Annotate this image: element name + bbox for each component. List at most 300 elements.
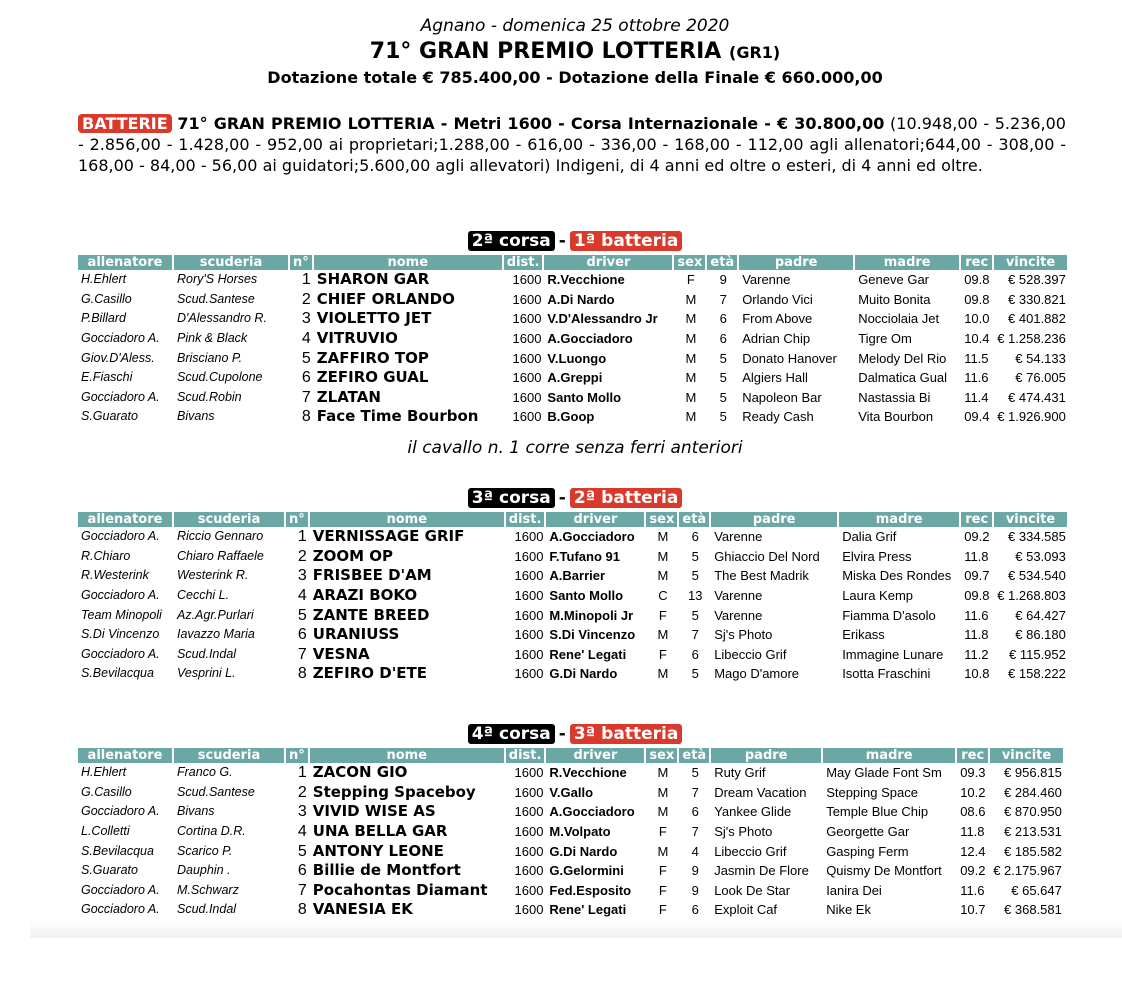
cell-sex: M bbox=[685, 370, 697, 386]
cell-nome: Face Time Bourbon bbox=[316, 407, 479, 426]
cell-nome: ANTONY LEONE bbox=[312, 841, 444, 860]
col-header-nome: nome bbox=[310, 512, 506, 527]
cell-n: 1 bbox=[301, 271, 311, 289]
cell-scuderia: Rory'S Horses bbox=[177, 272, 258, 287]
cell-eta: 5 bbox=[691, 568, 699, 584]
table-row bbox=[78, 841, 1065, 861]
cell-driver: A.Gocciadoro bbox=[549, 529, 635, 545]
cell-sex: M bbox=[657, 843, 669, 859]
race-heading-1: 2ª corsa - 1ª batteria bbox=[0, 230, 1122, 252]
cell-madre: Nike Ek bbox=[826, 902, 871, 918]
col-header-padre: padre bbox=[739, 255, 855, 270]
batterie-tag: BATTERIE bbox=[78, 114, 172, 133]
cell-rec: 10.4 bbox=[964, 331, 990, 347]
cell-dist: 1600 bbox=[514, 902, 544, 918]
col-header-sex: sex bbox=[646, 748, 679, 763]
cell-allenatore: Team Minopoli bbox=[81, 607, 162, 622]
cell-nome: ZEFIRO GUAL bbox=[316, 368, 429, 387]
cell-n: 7 bbox=[297, 881, 307, 899]
table-row bbox=[78, 783, 1065, 803]
cell-nome: Billie de Montfort bbox=[312, 861, 461, 880]
cell-dist: 1600 bbox=[514, 529, 544, 545]
cell-eta: 5 bbox=[719, 389, 727, 405]
cell-scuderia: Bivans bbox=[177, 804, 215, 819]
col-header-allenatore: allenatore bbox=[78, 512, 174, 527]
cell-madre: Nastassia Bi bbox=[858, 389, 931, 405]
cell-eta: 13 bbox=[688, 588, 703, 604]
cell-nome: VIVID WISE AS bbox=[312, 802, 436, 821]
cell-padre: Sj's Photo bbox=[714, 627, 773, 643]
cell-n: 2 bbox=[297, 547, 307, 565]
cell-dist: 1600 bbox=[512, 370, 542, 386]
table-header bbox=[78, 748, 1065, 763]
cell-madre: Immagine Lunare bbox=[842, 646, 944, 662]
col-header-padre: padre bbox=[711, 748, 823, 763]
cell-n: 5 bbox=[297, 606, 307, 624]
cell-padre: Varenne bbox=[742, 272, 791, 288]
table-row bbox=[78, 605, 1069, 625]
table-row bbox=[78, 645, 1069, 665]
col-header-eta: età bbox=[707, 255, 739, 270]
col-header-driver: driver bbox=[544, 255, 674, 270]
cell-n: 7 bbox=[297, 645, 307, 663]
cell-madre: Elvira Press bbox=[842, 548, 912, 564]
table-row bbox=[78, 861, 1065, 881]
cell-vincite: € 870.950 bbox=[1004, 804, 1062, 820]
cell-padre: Libeccio Grif bbox=[714, 646, 787, 662]
cell-dist: 1600 bbox=[512, 350, 542, 366]
cell-n: 8 bbox=[301, 408, 311, 426]
cell-rec: 09.2 bbox=[960, 863, 986, 879]
cell-nome: CHIEF ORLANDO bbox=[316, 289, 455, 308]
corsa-label: 2ª corsa bbox=[468, 231, 555, 251]
cell-padre: Adrian Chip bbox=[742, 331, 811, 347]
batteria-label: 3ª batteria bbox=[570, 724, 682, 744]
cell-padre: Ruty Grif bbox=[714, 765, 766, 781]
cell-madre: Nocciolaia Jet bbox=[858, 311, 940, 327]
cell-vincite: € 2.175.967 bbox=[993, 863, 1062, 879]
cell-sex: M bbox=[685, 350, 697, 366]
cell-sex: F bbox=[658, 902, 667, 918]
cell-driver: A.Gocciadoro bbox=[549, 804, 635, 820]
cell-vincite: € 65.647 bbox=[1011, 882, 1062, 898]
cell-madre: Georgette Gar bbox=[826, 824, 910, 840]
cell-dist: 1600 bbox=[514, 627, 544, 643]
cell-rec: 08.6 bbox=[960, 804, 986, 820]
cell-allenatore: S.Guarato bbox=[81, 863, 138, 878]
cell-sex: M bbox=[657, 529, 669, 545]
cell-rec: 09.3 bbox=[960, 765, 986, 781]
cell-driver: R.Vecchione bbox=[549, 765, 627, 781]
cell-driver: V.D'Alessandro Jr bbox=[547, 311, 658, 327]
cell-rec: 11.6 bbox=[964, 370, 989, 386]
cell-vincite: € 158.222 bbox=[1008, 666, 1066, 682]
cell-eta: 9 bbox=[691, 882, 699, 898]
cell-nome: ZLATAN bbox=[316, 387, 381, 406]
cell-padre: Sj's Photo bbox=[714, 824, 773, 840]
cell-dist: 1600 bbox=[514, 804, 544, 820]
cell-eta: 7 bbox=[691, 784, 699, 800]
cell-allenatore: R.Chiaro bbox=[81, 548, 131, 563]
cell-allenatore: Gocciadoro A. bbox=[81, 331, 160, 346]
cell-n: 7 bbox=[301, 388, 311, 406]
cell-n: 6 bbox=[301, 369, 311, 387]
cell-rec: 09.8 bbox=[964, 588, 990, 604]
cell-scuderia: Franco G. bbox=[177, 765, 233, 780]
cell-madre: Geneve Gar bbox=[858, 272, 930, 288]
table-row bbox=[78, 290, 1069, 310]
cell-dist: 1600 bbox=[514, 588, 544, 604]
cell-vincite: € 86.180 bbox=[1015, 627, 1066, 643]
cell-padre: Orlando Vici bbox=[742, 291, 813, 307]
cell-padre: Varenne bbox=[714, 588, 763, 604]
cell-dist: 1600 bbox=[514, 646, 544, 662]
cell-allenatore: Gocciadoro A. bbox=[81, 902, 160, 917]
table-row bbox=[78, 822, 1065, 842]
cell-scuderia: Scud.Robin bbox=[177, 389, 242, 404]
table-row bbox=[78, 348, 1069, 368]
cell-scuderia: Scud.Santese bbox=[177, 291, 255, 306]
cell-dist: 1600 bbox=[512, 409, 542, 425]
cell-padre: Exploit Caf bbox=[714, 902, 778, 918]
cell-eta: 9 bbox=[719, 272, 727, 288]
table-row bbox=[78, 368, 1069, 388]
cell-madre: Fiamma D'asolo bbox=[842, 607, 936, 623]
event-grade: (GR1) bbox=[729, 43, 781, 62]
col-header-sex: sex bbox=[674, 255, 707, 270]
cell-allenatore: G.Casillo bbox=[81, 291, 132, 306]
col-header-scuderia: scuderia bbox=[174, 255, 290, 270]
event-title-text: 71° GRAN PREMIO LOTTERIA bbox=[369, 39, 722, 64]
cell-scuderia: Vesprini L. bbox=[177, 666, 236, 681]
col-header-scuderia: scuderia bbox=[174, 748, 286, 763]
cell-nome: ARAZI BOKO bbox=[312, 586, 418, 605]
cell-padre: Donato Hanover bbox=[742, 350, 837, 366]
cell-eta: 5 bbox=[691, 548, 699, 564]
cell-allenatore: S.Guarato bbox=[81, 409, 138, 424]
cell-sex: F bbox=[686, 272, 695, 288]
cell-n: 5 bbox=[297, 842, 307, 860]
cell-padre: Yankee Glide bbox=[714, 804, 792, 820]
cell-dist: 1600 bbox=[514, 666, 544, 682]
cell-sex: M bbox=[685, 409, 697, 425]
cell-rec: 11.5 bbox=[964, 350, 989, 366]
cell-nome: VERNISSAGE GRIF bbox=[312, 527, 465, 546]
col-header-sex: sex bbox=[646, 512, 679, 527]
cell-rec: 09.2 bbox=[964, 529, 990, 545]
cell-n: 6 bbox=[297, 862, 307, 880]
col-header-rec: rec bbox=[961, 255, 994, 270]
cell-driver: Rene' Legati bbox=[549, 646, 627, 662]
cell-rec: 10.8 bbox=[964, 666, 990, 682]
cell-vincite: € 330.821 bbox=[1008, 291, 1066, 307]
table-row bbox=[78, 763, 1065, 783]
cell-sex: F bbox=[658, 607, 667, 623]
race-note: il cavallo n. 1 corre senza ferri anteriori bbox=[407, 438, 743, 458]
cell-padre: From Above bbox=[742, 311, 813, 327]
cell-sex: M bbox=[657, 548, 669, 564]
cell-sex: F bbox=[658, 646, 667, 662]
cell-madre: Tigre Om bbox=[858, 331, 912, 347]
cell-dist: 1600 bbox=[512, 291, 542, 307]
col-header-driver: driver bbox=[546, 748, 646, 763]
cell-driver: A.Gocciadoro bbox=[547, 331, 633, 347]
cell-vincite: € 956.815 bbox=[1004, 765, 1062, 781]
cell-n: 4 bbox=[297, 587, 307, 605]
cell-driver: B.Goop bbox=[547, 409, 595, 425]
col-header-dist: dist. bbox=[504, 255, 545, 270]
cell-allenatore: Gocciadoro A. bbox=[81, 529, 160, 544]
cell-allenatore: H.Ehlert bbox=[81, 272, 127, 287]
cell-driver: R.Vecchione bbox=[547, 272, 625, 288]
cell-driver: M.Minopoli Jr bbox=[549, 607, 634, 623]
cell-eta: 5 bbox=[691, 607, 699, 623]
cell-nome: ZOOM OP bbox=[312, 546, 394, 565]
cell-driver: V.Luongo bbox=[547, 350, 607, 366]
cell-driver: Santo Mollo bbox=[547, 389, 622, 405]
cell-sex: F bbox=[658, 882, 667, 898]
cell-rec: 12.4 bbox=[960, 843, 986, 859]
cell-padre: The Best Madrik bbox=[714, 568, 809, 584]
cell-madre: Miska Des Rondes bbox=[842, 568, 952, 584]
table-row bbox=[78, 625, 1069, 645]
cell-rec: 09.8 bbox=[964, 291, 990, 307]
cell-nome: ZANTE BREED bbox=[312, 605, 430, 624]
cell-driver: A.Greppi bbox=[547, 370, 603, 386]
cell-eta: 5 bbox=[691, 666, 699, 682]
cell-allenatore: Gocciadoro A. bbox=[81, 588, 160, 603]
cell-vincite: € 213.531 bbox=[1004, 824, 1062, 840]
cell-vincite: € 474.431 bbox=[1008, 389, 1066, 405]
col-header-madre: madre bbox=[855, 255, 961, 270]
cell-vincite: € 401.882 bbox=[1008, 311, 1066, 327]
cell-madre: Muito Bonita bbox=[858, 291, 931, 307]
event-title bbox=[0, 38, 1122, 67]
cell-rec: 11.6 bbox=[960, 882, 985, 898]
cell-vincite: € 76.005 bbox=[1015, 370, 1066, 386]
col-header-madre: madre bbox=[823, 748, 957, 763]
cell-padre: Mago D'amore bbox=[714, 666, 800, 682]
col-header-nome: nome bbox=[314, 255, 504, 270]
cell-rec: 11.2 bbox=[964, 646, 989, 662]
cell-scuderia: Pink & Black bbox=[177, 331, 248, 346]
table-row bbox=[78, 547, 1069, 567]
race-conditions-title: 71° GRAN PREMIO LOTTERIA - Metri 1600 - Corsa Internazionale - € 30.800,00 bbox=[177, 114, 885, 133]
cell-allenatore: S.Bevilacqua bbox=[81, 666, 154, 681]
col-header-allenatore: allenatore bbox=[78, 748, 174, 763]
table-row bbox=[78, 329, 1069, 349]
cell-driver: A.Di Nardo bbox=[547, 291, 615, 307]
cell-vincite: € 284.460 bbox=[1004, 784, 1062, 800]
cell-driver: G.Di Nardo bbox=[549, 666, 618, 682]
cell-driver: F.Tufano 91 bbox=[549, 548, 620, 564]
cell-scuderia: Chiaro Raffaele bbox=[177, 548, 264, 563]
cell-rec: 09.8 bbox=[964, 272, 990, 288]
cell-sex: M bbox=[657, 568, 669, 584]
cell-rec: 10.7 bbox=[960, 902, 986, 918]
cell-rec: 11.8 bbox=[960, 824, 985, 840]
cell-eta: 5 bbox=[719, 370, 727, 386]
cell-eta: 7 bbox=[719, 291, 727, 307]
cell-driver: V.Gallo bbox=[549, 784, 594, 800]
cell-n: 3 bbox=[301, 310, 311, 328]
cell-eta: 6 bbox=[719, 331, 727, 347]
cell-scuderia: Scud.Indal bbox=[177, 646, 237, 661]
cell-scuderia: D'Alessandro R. bbox=[177, 311, 267, 326]
cell-rec: 10.2 bbox=[960, 784, 986, 800]
col-header-eta: età bbox=[679, 748, 711, 763]
cell-sex: M bbox=[657, 627, 669, 643]
cell-vincite: € 528.397 bbox=[1008, 272, 1066, 288]
cell-allenatore: L.Colletti bbox=[81, 824, 130, 839]
cell-padre: Jasmin De Flore bbox=[714, 863, 809, 879]
col-header-vincite: vincite bbox=[994, 255, 1069, 270]
cell-allenatore: Giov.D'Aless. bbox=[81, 350, 155, 365]
cell-rec: 11.4 bbox=[964, 389, 989, 405]
cell-driver: Santo Mollo bbox=[549, 588, 624, 604]
cell-sex: M bbox=[657, 804, 669, 820]
batteria-label: 2ª batteria bbox=[570, 488, 682, 508]
col-header-allenatore: allenatore bbox=[78, 255, 174, 270]
cell-eta: 6 bbox=[691, 646, 699, 662]
cell-vincite: € 53.093 bbox=[1015, 548, 1066, 564]
table-row bbox=[78, 881, 1065, 901]
cell-sex: F bbox=[658, 863, 667, 879]
cell-padre: Napoleon Bar bbox=[742, 389, 822, 405]
cell-nome: Pocahontas Diamant bbox=[312, 880, 488, 899]
cell-eta: 6 bbox=[691, 529, 699, 545]
cell-madre: Dalmatica Gual bbox=[858, 370, 948, 386]
cell-scuderia: Dauphin . bbox=[177, 863, 231, 878]
cell-dist: 1600 bbox=[514, 548, 544, 564]
cell-rec: 11.8 bbox=[964, 548, 989, 564]
race-heading-3: 4ª corsa - 3ª batteria bbox=[0, 723, 1122, 745]
cell-padre: Varenne bbox=[714, 529, 763, 545]
race-heading-2: 3ª corsa - 2ª batteria bbox=[0, 487, 1122, 509]
cell-madre: Gasping Ferm bbox=[826, 843, 909, 859]
cell-n: 5 bbox=[301, 349, 311, 367]
batteria-label: 1ª batteria bbox=[570, 231, 682, 251]
cell-scuderia: Az.Agr.Purlari bbox=[177, 607, 254, 622]
cell-eta: 4 bbox=[691, 843, 699, 859]
cell-vincite: € 54.133 bbox=[1015, 350, 1066, 366]
cell-rec: 11.6 bbox=[964, 607, 989, 623]
cell-scuderia: Scud.Santese bbox=[177, 784, 255, 799]
cell-eta: 9 bbox=[691, 863, 699, 879]
cell-madre: Quismy De Montfort bbox=[826, 863, 942, 879]
cell-vincite: € 534.540 bbox=[1008, 568, 1066, 584]
table-row bbox=[78, 407, 1069, 427]
table-body bbox=[78, 763, 1065, 920]
cell-eta: 6 bbox=[691, 902, 699, 918]
cell-dist: 1600 bbox=[512, 331, 542, 347]
cell-n: 3 bbox=[297, 803, 307, 821]
cell-sex: M bbox=[685, 389, 697, 405]
cell-allenatore: H.Ehlert bbox=[81, 765, 127, 780]
cell-eta: 7 bbox=[691, 824, 699, 840]
cell-dist: 1600 bbox=[512, 272, 542, 288]
cell-padre: Ready Cash bbox=[742, 409, 814, 425]
cell-rec: 09.4 bbox=[964, 409, 990, 425]
cell-madre: Dalia Grif bbox=[842, 529, 897, 545]
cell-sex: F bbox=[658, 824, 667, 840]
cell-nome: FRISBEE D'AM bbox=[312, 566, 432, 585]
cell-dist: 1600 bbox=[514, 607, 544, 623]
cell-driver: Rene' Legati bbox=[549, 902, 627, 918]
cell-driver: Fed.Esposito bbox=[549, 882, 632, 898]
cell-padre: Varenne bbox=[714, 607, 763, 623]
cell-nome: SHARON GAR bbox=[316, 270, 430, 289]
corsa-label: 4ª corsa bbox=[468, 724, 555, 744]
cell-madre: Stepping Space bbox=[826, 784, 918, 800]
cell-vincite: € 368.581 bbox=[1004, 902, 1062, 918]
cell-madre: May Glade Font Sm bbox=[826, 765, 942, 781]
cell-scuderia: Westerink R. bbox=[177, 568, 249, 583]
cell-nome: VESNA bbox=[312, 644, 370, 663]
cell-scuderia: M.Schwarz bbox=[177, 882, 239, 897]
table-row bbox=[78, 388, 1069, 408]
cell-scuderia: Cecchi L. bbox=[177, 588, 230, 603]
cell-driver: M.Volpato bbox=[549, 824, 611, 840]
race-table-3 bbox=[78, 748, 1065, 920]
page-shadow bbox=[30, 920, 1122, 938]
cell-scuderia: Cortina D.R. bbox=[177, 824, 246, 839]
cell-vincite: € 1.268.803 bbox=[997, 588, 1066, 604]
cell-allenatore: Gocciadoro A. bbox=[81, 882, 160, 897]
cell-eta: 7 bbox=[691, 627, 699, 643]
cell-sex: M bbox=[657, 765, 669, 781]
col-header-madre: madre bbox=[839, 512, 961, 527]
header-row bbox=[78, 748, 1065, 763]
col-header-n: n° bbox=[286, 748, 310, 763]
cell-driver: G.Gelormini bbox=[549, 863, 624, 879]
cell-nome: VITRUVIO bbox=[316, 329, 398, 348]
col-header-padre: padre bbox=[711, 512, 839, 527]
cell-sex: M bbox=[685, 291, 697, 307]
cell-allenatore: Gocciadoro A. bbox=[81, 646, 160, 661]
cell-madre: Ianira Dei bbox=[826, 882, 882, 898]
cell-driver: G.Di Nardo bbox=[549, 843, 618, 859]
cell-dist: 1600 bbox=[514, 863, 544, 879]
cell-padre: Algiers Hall bbox=[742, 370, 808, 386]
table-body bbox=[78, 270, 1069, 427]
cell-dist: 1600 bbox=[514, 765, 544, 781]
cell-padre: Look De Star bbox=[714, 882, 791, 898]
cell-driver: A.Barrier bbox=[549, 568, 606, 584]
cell-rec: 10.0 bbox=[964, 311, 990, 327]
cell-dist: 1600 bbox=[514, 843, 544, 859]
cell-scuderia: Scud.Cupolone bbox=[177, 370, 263, 385]
cell-n: 6 bbox=[297, 626, 307, 644]
cell-scuderia: Scarico P. bbox=[177, 843, 233, 858]
cell-sex: M bbox=[657, 666, 669, 682]
cell-vincite: € 185.582 bbox=[1004, 843, 1062, 859]
race-conditions bbox=[78, 113, 1066, 176]
cell-vincite: € 334.585 bbox=[1008, 529, 1066, 545]
cell-allenatore: Gocciadoro A. bbox=[81, 389, 160, 404]
cell-nome: ZEFIRO D'ETE bbox=[312, 664, 428, 683]
table-body bbox=[78, 527, 1069, 684]
cell-scuderia: Riccio Gennaro bbox=[177, 529, 264, 544]
cell-padre: Dream Vacation bbox=[714, 784, 807, 800]
cell-dist: 1600 bbox=[514, 882, 544, 898]
cell-eta: 6 bbox=[691, 804, 699, 820]
table-row bbox=[78, 802, 1065, 822]
col-header-scuderia: scuderia bbox=[174, 512, 286, 527]
cell-dist: 1600 bbox=[514, 824, 544, 840]
table-row bbox=[78, 527, 1069, 547]
cell-dist: 1600 bbox=[512, 311, 542, 327]
